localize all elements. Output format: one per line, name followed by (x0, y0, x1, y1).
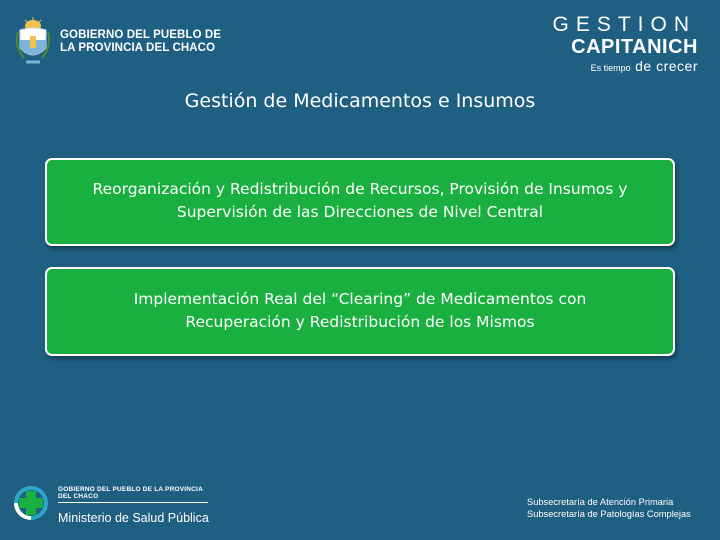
content-box-1 (45, 158, 675, 246)
content-box-1-line2: Supervisión de las Direcciones de Nivel Central (176, 203, 544, 221)
content-box-2-line2: Recuperación y Redistribución de los Mismos (185, 313, 535, 331)
slide-title: Gestión de Medicamentos e Insumos (184, 90, 536, 112)
campaign-logo (528, 14, 698, 75)
province-shield-icon (14, 16, 52, 68)
health-cross-icon (10, 482, 52, 524)
subsecretarias (527, 496, 691, 520)
content-box-2-line1: Implementación Real del “Clearing” de Medicamentos con (133, 290, 587, 308)
campaign-logo-word2: CAPITANICH (571, 36, 698, 58)
campaign-logo-word1: GESTION (552, 13, 696, 36)
ministry-government-line: GOBIERNO DEL PUEBLO DE LA PROVINCIA DEL CHACO (58, 486, 208, 503)
government-logo (14, 16, 221, 68)
ministry-logo (10, 482, 209, 525)
campaign-tagline-small: Es tiempo (590, 63, 631, 73)
government-logo-line2: LA PROVINCIA DEL CHACO (60, 42, 216, 54)
campaign-tagline-big: de crecer (635, 58, 698, 74)
subsecretaria-2: Subsecretaría de Patologías Complejas (527, 509, 691, 519)
campaign-tagline (528, 59, 698, 75)
government-logo-text (60, 29, 221, 55)
ministry-name: Ministerio de Salud Pública (58, 511, 209, 525)
government-logo-line1: GOBIERNO DEL PUEBLO DE (60, 29, 222, 41)
content-box-2 (45, 267, 675, 356)
subsecretaria-1: Subsecretaría de Atención Primaria (527, 497, 674, 507)
ministry-text (58, 482, 209, 525)
content-box-1-line1: Reorganización y Redistribución de Recursos, Provisión de Insumos y (92, 180, 628, 198)
